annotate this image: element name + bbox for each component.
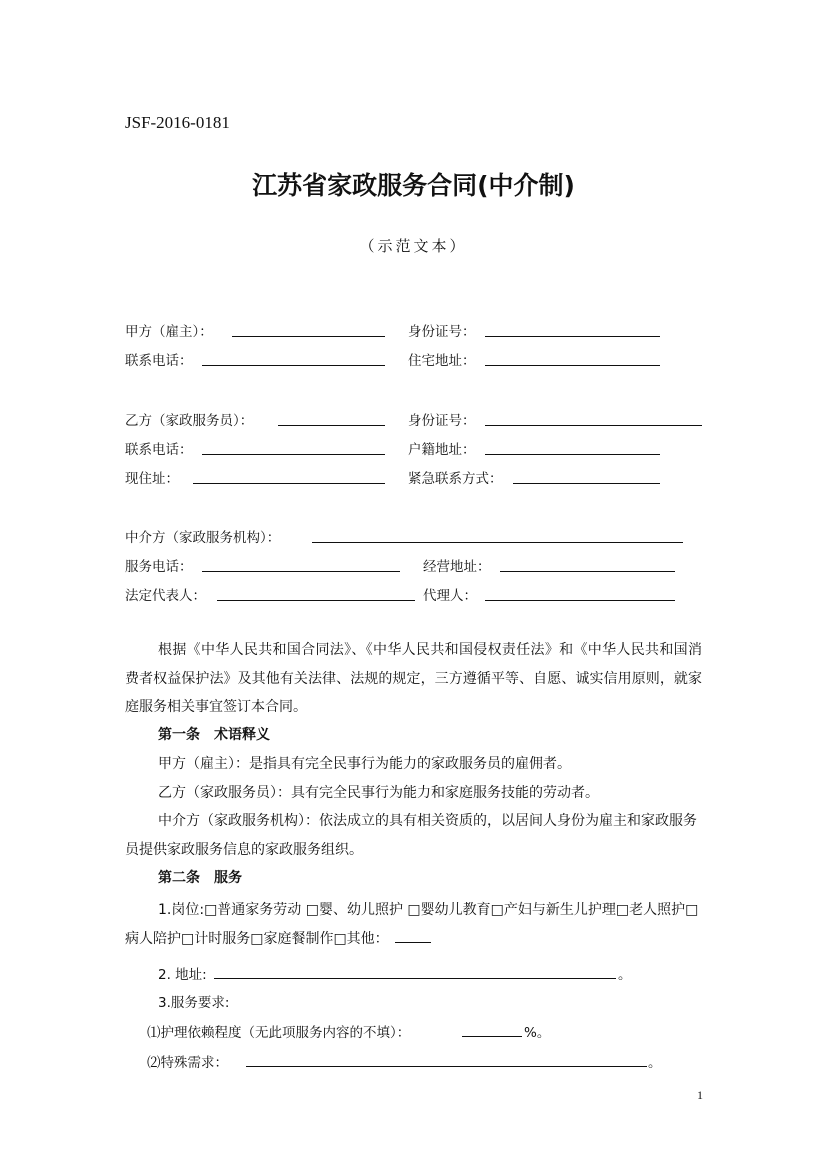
party-b-name-label: 乙方（家政服务员）： xyxy=(125,413,254,429)
agency-agent-field[interactable] xyxy=(485,586,675,601)
agency-phone-field[interactable] xyxy=(202,557,400,572)
document-subtitle: （示范文本） xyxy=(359,237,468,255)
party-b-hukou-field[interactable] xyxy=(485,440,660,455)
special-needs-label: ⑵特殊需求： xyxy=(147,1055,228,1071)
party-b-id-label: 身份证号： xyxy=(408,413,476,429)
party-a-id-label: 身份证号： xyxy=(408,324,476,340)
article-2-title: 第二条 服务 xyxy=(158,870,242,886)
address-field[interactable] xyxy=(214,964,616,979)
party-b-name-field[interactable] xyxy=(278,411,385,426)
document-code: JSF-2016-0181 xyxy=(125,113,230,132)
party-a-phone-label: 联系电话： xyxy=(125,353,193,369)
party-a-address-label: 住宅地址： xyxy=(408,353,476,369)
agency-phone-label: 服务电话： xyxy=(125,559,193,575)
special-needs-field[interactable] xyxy=(246,1052,647,1067)
agency-biz-address-field[interactable] xyxy=(500,557,675,572)
agency-legal-rep-field[interactable] xyxy=(217,586,415,601)
agency-name-field[interactable] xyxy=(312,528,683,543)
page-number: 1 xyxy=(697,1088,703,1102)
party-b-residence-label: 现住址： xyxy=(125,471,179,487)
party-b-phone-field[interactable] xyxy=(202,440,385,455)
party-a-address-field[interactable] xyxy=(485,351,660,366)
post-options-text: 1.岗位:□普通家务劳动 □婴、幼儿照护 □婴幼儿教育□产妇与新生儿护理□老人照护□病人陪护□计时服务□家庭餐制作□其他： xyxy=(125,902,699,947)
care-dependency-label: ⑴护理依赖程度（无此项服务内容的不填）： xyxy=(147,1025,411,1041)
party-a-id-field[interactable] xyxy=(485,322,660,337)
party-b-phone-label: 联系电话： xyxy=(125,442,193,458)
party-b-emergency-field[interactable] xyxy=(513,469,660,484)
care-dependency-field[interactable] xyxy=(462,1022,522,1037)
party-b-residence-field[interactable] xyxy=(193,469,385,484)
party-b-id-field[interactable] xyxy=(485,411,702,426)
agency-legal-rep-label: 法定代表人： xyxy=(125,588,206,604)
party-a-name-field[interactable] xyxy=(232,322,385,337)
party-a-phone-field[interactable] xyxy=(202,351,385,366)
party-b-hukou-label: 户籍地址： xyxy=(408,442,476,458)
agency-biz-address-label: 经营地址： xyxy=(423,559,491,575)
agency-name-label: 中介方（家政服务机构）： xyxy=(125,530,281,546)
agency-agent-label: 代理人： xyxy=(423,588,477,604)
article-1-title: 第一条 术语释义 xyxy=(158,727,270,743)
party-a-name-label: 甲方（雇主）： xyxy=(125,324,213,340)
address-end-mark: 。 xyxy=(618,967,632,983)
document-title: 江苏省家政服务合同(中介制) xyxy=(252,171,575,200)
post-other-field[interactable] xyxy=(395,930,431,943)
definition-party-a: 甲方（雇主）：是指具有完全民事行为能力的家政服务员的雇佣者。 xyxy=(158,756,571,772)
address-label: 2. 地址: xyxy=(158,967,207,983)
post-options xyxy=(125,896,702,953)
service-requirements-label: 3.服务要求: xyxy=(158,995,230,1011)
care-dependency-unit: %。 xyxy=(524,1025,551,1041)
special-needs-end-mark: 。 xyxy=(648,1055,662,1071)
definition-agency: 中介方（家政服务机构）：依法成立的具有相关资质的，以居间人身份为雇主和家政服务员提供家政服务信息的家政服务组织。 xyxy=(125,813,697,858)
preamble-paragraph: 根据《中华人民共和国合同法》、《中华人民共和国侵权责任法》和《中华人民共和国消费者权益保护法》及其他有关法律、法规的规定，三方遵循平等、自愿、诚实信用原则，就家庭服务相关事宜签订本合同。 xyxy=(125,642,702,715)
party-b-emergency-label: 紧急联系方式： xyxy=(408,471,503,487)
definition-party-b: 乙方（家政服务员）：具有完全民事行为能力和家庭服务技能的劳动者。 xyxy=(158,785,599,801)
